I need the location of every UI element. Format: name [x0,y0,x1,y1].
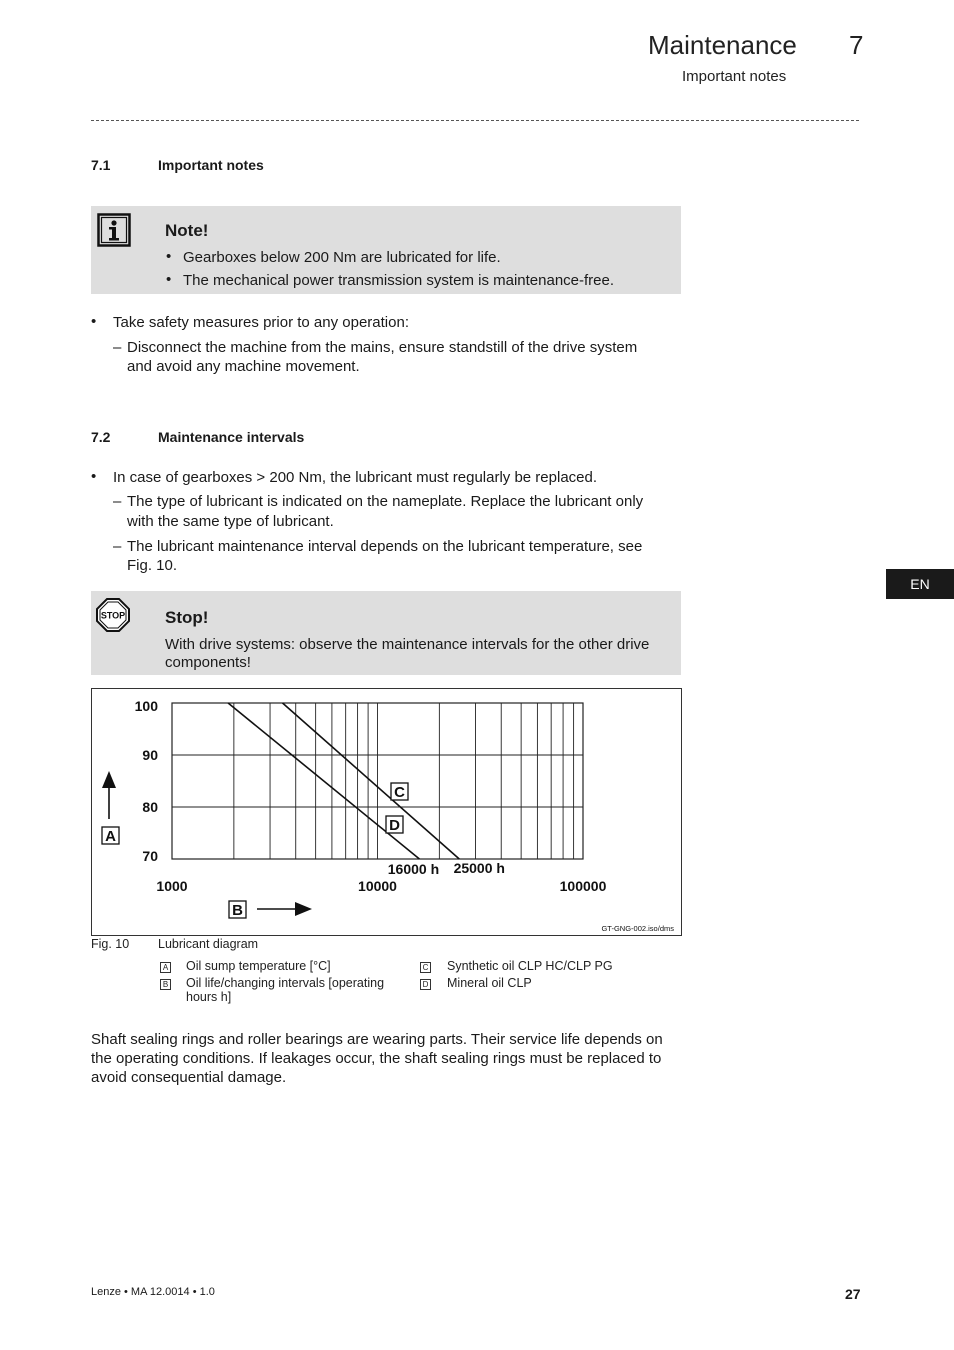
closing-line: the operating conditions. If leakages occur, the shaft sealing rings must be replaced to [91,1050,662,1067]
lubricant-diagram [91,688,682,936]
legend-text: hours h] [186,990,232,1004]
note-bullet-marker: • [166,271,172,288]
svg-text:STOP: STOP [100,610,126,621]
chapter-title: Maintenance [648,30,797,60]
legend-text: Mineral oil CLP [447,976,532,990]
stop-text-line: With drive systems: observe the maintenance intervals for the other drive [165,636,650,653]
annotation-label: 25000 h [453,860,505,876]
y-axis-arrow-head [102,771,116,788]
section-title-2: Maintenance intervals [158,429,305,445]
stop-sign-icon [96,598,130,637]
legend-item-c [420,959,613,973]
chapter-number: 7 [849,30,864,60]
lubricant-sub-line: The type of lubricant is indicated on the nameplate. Replace the lubricant only [127,493,644,510]
dash-marker: – [113,493,122,510]
x-axis-marker: B [232,902,243,919]
y-tick-label: 100 [134,698,158,714]
info-icon [97,213,131,252]
x-tick-label: 1000 [156,878,188,894]
stop-title: Stop! [165,608,209,627]
figure-number: Fig. 10 [91,937,130,951]
note-item: Gearboxes below 200 Nm are lubricated for life. [183,249,501,266]
figure-caption: Lubricant diagram [158,937,259,951]
language-tab[interactable]: EN [886,569,954,599]
x-tick-label: 10000 [358,878,397,894]
legend-item-a [160,959,331,973]
stop-text-line: components! [165,654,251,671]
footer-doc-id: Lenze • MA 12.0014 • 1.0 [91,1286,215,1298]
y-tick-label: 80 [142,799,158,815]
y-tick-label: 90 [142,747,158,763]
note-item: The mechanical power transmission system is maintenance-free. [183,272,615,289]
legend-text: Oil life/changing intervals [operating [186,976,385,990]
header-divider [91,120,859,121]
x-axis-arrow-head [295,902,312,916]
legend-item-b [160,976,385,1004]
section-number-1: 7.1 [91,157,111,173]
note-bullet-marker: • [166,248,172,265]
closing-line: avoid consequential damage. [91,1069,287,1086]
header-subtitle: Important notes [682,68,787,85]
legend-text: Oil sump temperature [°C] [186,959,331,973]
section-number-2: 7.2 [91,429,111,445]
dash-marker: – [113,339,122,356]
page-number: 27 [845,1286,861,1302]
bullet-marker: • [91,468,97,485]
legend-text: Synthetic oil CLP HC/CLP PG [447,959,613,973]
series-marker-c: C [394,784,405,801]
legend-key: D [420,979,431,990]
note-box [91,206,681,294]
series-line-c [283,703,460,859]
lubricant-sub-line: The lubricant maintenance interval depends on the lubricant temperature, see [127,538,643,555]
x-tick-label: 100000 [559,878,607,894]
safety-bullet: Take safety measures prior to any operation: [113,314,409,331]
lubricant-bullet: In case of gearboxes > 200 Nm, the lubricant must regularly be replaced. [113,469,598,486]
dash-marker: – [113,538,122,555]
closing-line: Shaft sealing rings and roller bearings are wearing parts. Their service life depends on [91,1031,663,1048]
safety-sub-line: Disconnect the machine from the mains, ensure standstill of the drive system [127,339,638,356]
legend-key: A [160,962,171,973]
legend-key: B [160,979,171,990]
stop-box [91,591,681,675]
figure-source-code: GT-GNG-002.iso/dms [601,924,674,933]
series-marker-d: D [389,817,400,834]
section-title-1: Important notes [158,157,264,173]
y-axis-marker: A [105,828,116,845]
series-line-d [228,703,419,859]
y-tick-label: 70 [142,848,158,864]
bullet-marker: • [91,313,97,330]
lubricant-sub-line: Fig. 10. [127,557,178,574]
legend-key: C [420,962,431,973]
legend-item-d [420,976,532,990]
note-title: Note! [165,221,209,240]
lubricant-sub-line: with the same type of lubricant. [127,513,334,530]
annotation-label: 16000 h [387,861,440,877]
lubricant-chart [92,689,681,935]
safety-sub-line: and avoid any machine movement. [127,358,360,375]
